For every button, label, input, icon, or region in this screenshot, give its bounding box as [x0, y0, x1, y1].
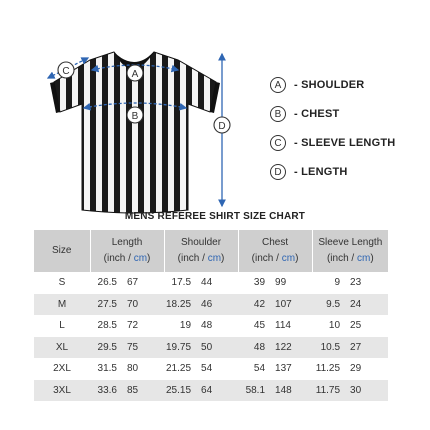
- shoulder-cm: 64: [201, 380, 238, 402]
- svg-text:A: A: [131, 69, 139, 80]
- unit-separator: /: [348, 253, 357, 264]
- sleeve-inch: 10.5: [312, 337, 350, 359]
- header-sleeve-length-units: (inch / cm): [326, 253, 374, 264]
- table-row: [34, 380, 388, 402]
- sleeve-inch: 10: [328, 320, 341, 332]
- header-sleeve-length: [312, 230, 388, 272]
- chest-cm: 137: [275, 363, 292, 375]
- header-length-units: (inch / cm): [103, 253, 151, 264]
- legend-label-length: - LENGTH: [294, 166, 348, 178]
- chest-cm: 107: [275, 294, 312, 316]
- shoulder-cm: 48: [201, 320, 213, 332]
- shoulder-cm: 44: [201, 277, 213, 289]
- chest-inch: 48: [238, 337, 275, 359]
- shoulder-inch: 21.25: [165, 363, 192, 375]
- legend-item-length: [270, 161, 430, 183]
- sleeve-cm: 27: [350, 337, 388, 359]
- table-row: [34, 358, 388, 380]
- length-cm: 80: [127, 363, 139, 375]
- header-length-name: Length: [111, 237, 143, 248]
- shoulder-inch: 19: [179, 320, 192, 332]
- size-label: XL: [34, 337, 90, 359]
- chest-inch: 39: [253, 277, 266, 289]
- legend-label-shoulder: - SHOULDER: [294, 79, 365, 91]
- length-cm: 72: [127, 320, 139, 332]
- chest-inch: 45: [253, 320, 266, 332]
- unit-cm: cm: [356, 253, 371, 264]
- length-inch: 31.5: [97, 363, 117, 375]
- shoulder-inch: 19.75: [164, 337, 201, 359]
- header-chest: [238, 230, 312, 272]
- legend-marker-d: D: [270, 164, 286, 180]
- sleeve-inch: 9: [334, 277, 341, 289]
- sleeve-cm: 24: [350, 294, 388, 316]
- chest-cm: 122: [275, 337, 312, 359]
- length-inch: 26.5: [97, 277, 117, 289]
- table-row: [34, 272, 388, 294]
- sleeve-cm: 29: [350, 363, 362, 375]
- length-inch: 28.5: [97, 320, 117, 332]
- header-sleeve-length-name: Sleeve Length: [318, 237, 383, 248]
- measurement-legend: [270, 74, 430, 190]
- sleeve-cm: 30: [350, 380, 388, 402]
- legend-marker-b: B: [270, 106, 286, 122]
- shoulder-inch: 18.25: [164, 294, 201, 316]
- size-chart-title: MENS REFEREE SHIRT SIZE CHART: [124, 211, 306, 222]
- header-size: Size: [34, 230, 90, 272]
- marker-d: [214, 117, 230, 133]
- unit-separator: /: [125, 253, 134, 264]
- sleeve-cm: 23: [350, 277, 362, 289]
- marker-a: [127, 65, 143, 81]
- unit-inch: inch: [255, 253, 274, 264]
- size-label: M: [34, 294, 90, 316]
- length-inch: 29.5: [90, 337, 127, 359]
- shirt-figure: [30, 42, 240, 222]
- unit-cm: cm: [207, 253, 222, 264]
- unit-cm: cm: [133, 253, 148, 264]
- legend-label-chest: - CHEST: [294, 108, 340, 120]
- header-shoulder: [164, 230, 238, 272]
- referee-shirt-illustration: [30, 42, 240, 222]
- svg-text:D: D: [218, 121, 226, 132]
- table-row: [34, 337, 388, 359]
- unit-inch: inch: [181, 253, 200, 264]
- svg-text:C: C: [62, 66, 70, 77]
- marker-c: [58, 62, 74, 78]
- size-label: 2XL: [53, 363, 71, 375]
- sleeve-inch: 11.25: [315, 363, 341, 375]
- sleeve-inch: 9.5: [312, 294, 350, 316]
- chest-cm: 99: [275, 277, 287, 289]
- unit-cm: cm: [281, 253, 296, 264]
- size-label: 3XL: [34, 380, 90, 402]
- chest-inch: 58.1: [238, 380, 275, 402]
- chest-cm: 114: [275, 320, 291, 332]
- sleeve-cm: 25: [350, 320, 362, 332]
- shoulder-cm: 50: [201, 337, 238, 359]
- header-chest-units: (inch / cm): [251, 253, 299, 264]
- shoulder-cm: 46: [201, 294, 238, 316]
- header-shoulder-units: (inch / cm): [177, 253, 225, 264]
- length-cm: 67: [127, 277, 139, 289]
- legend-marker-c: C: [270, 135, 286, 151]
- shoulder-inch: 17.5: [171, 277, 192, 289]
- size-chart-table: [34, 230, 388, 401]
- unit-inch: inch: [330, 253, 349, 264]
- shoulder-cm: 54: [201, 363, 213, 375]
- sleeve-inch: 11.75: [312, 380, 350, 402]
- header-length: [90, 230, 164, 272]
- size-label: S: [58, 277, 66, 289]
- legend-item-chest: [270, 103, 430, 125]
- length-cm: 75: [127, 337, 164, 359]
- header-shoulder-name: Shoulder: [181, 237, 222, 248]
- legend-item-shoulder: [270, 74, 430, 96]
- length-inch: 27.5: [90, 294, 127, 316]
- length-cm: 85: [127, 380, 164, 402]
- unit-separator: /: [199, 253, 208, 264]
- marker-b: [127, 107, 143, 123]
- header-chest-name: Chest: [261, 237, 289, 248]
- size-label: L: [59, 320, 65, 332]
- unit-inch: inch: [106, 253, 126, 264]
- table-row: [34, 294, 388, 316]
- table-row: [34, 315, 388, 337]
- chest-cm: 148: [275, 380, 312, 402]
- length-cm: 70: [127, 294, 164, 316]
- legend-marker-a: A: [270, 77, 286, 93]
- legend-label-sleeve-length: - SLEEVE LENGTH: [294, 137, 396, 149]
- legend-item-sleeve-length: [270, 132, 430, 154]
- length-inch: 33.6: [90, 380, 127, 402]
- shoulder-inch: 25.15: [164, 380, 201, 402]
- chest-inch: 54: [253, 363, 266, 375]
- table-header-row: [34, 230, 388, 272]
- chest-inch: 42: [238, 294, 275, 316]
- unit-separator: /: [273, 253, 282, 264]
- svg-text:B: B: [131, 111, 139, 122]
